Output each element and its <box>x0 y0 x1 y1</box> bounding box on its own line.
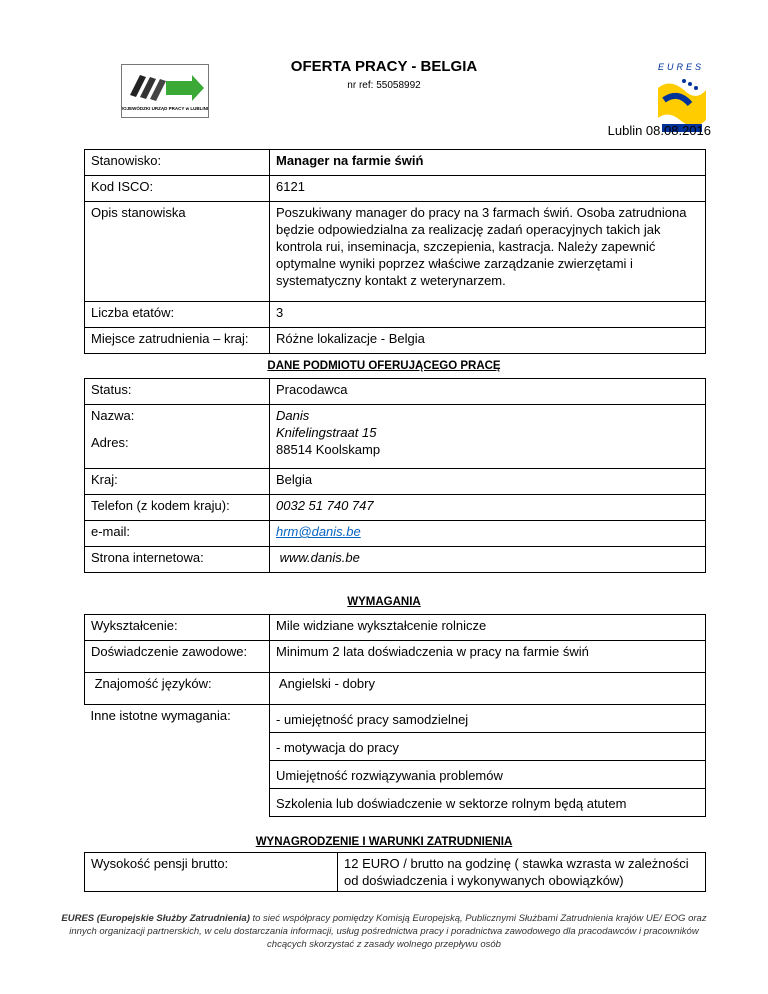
positions-count-value: 3 <box>270 302 706 328</box>
requirements-table <box>84 614 706 817</box>
table-row <box>85 615 706 641</box>
row-label: Status: <box>85 379 270 405</box>
row-label: Kraj: <box>85 469 270 495</box>
other-requirements-cell <box>270 705 706 817</box>
table-row <box>85 328 706 354</box>
address-label: Adres: <box>91 435 129 450</box>
table-row <box>85 495 706 521</box>
experience-value: Minimum 2 lata doświadczenia w pracy na farmie świń <box>270 641 706 673</box>
requirement-item: - motywacja do pracy <box>270 733 705 761</box>
name-label: Nazwa: <box>91 408 135 423</box>
table-row <box>85 641 706 673</box>
row-label: Kod ISCO: <box>85 176 270 202</box>
location-value: Różne lokalizacje - Belgia <box>270 328 706 354</box>
position-table <box>84 149 706 354</box>
row-label: Miejsce zatrudnienia – kraj: <box>85 328 270 354</box>
svg-text:EURES: EURES <box>657 62 705 72</box>
requirement-item: - umiejętność pracy samodzielnej <box>270 705 705 733</box>
row-label: Telefon (z kodem kraju): <box>85 495 270 521</box>
document-date: Lublin 08.08.2016 <box>607 123 711 138</box>
page-title: OFERTA PRACY - BELGIA <box>290 58 478 75</box>
requirement-item: Umiejętność rozwiązywania problemów <box>270 761 705 789</box>
row-label: Liczba etatów: <box>85 302 270 328</box>
isco-value: 6121 <box>270 176 706 202</box>
row-label: Stanowisko: <box>85 150 270 176</box>
address-line-1: Knifelingstraat 15 <box>276 425 377 440</box>
table-row <box>85 673 706 705</box>
eures-footer <box>60 912 708 951</box>
country-value: Belgia <box>270 469 706 495</box>
salary-table <box>84 852 706 892</box>
address-line-2: 88514 Koolskamp <box>276 442 381 457</box>
salary-heading: WYNAGRODZENIE I WARUNKI ZATRUDNIENIA <box>255 836 513 848</box>
employer-table <box>84 378 706 573</box>
requirement-item: Szkolenia lub doświadczenie w sektorze rolnym będą atutem <box>276 796 627 811</box>
row-label: Doświadczenie zawodowe: <box>85 641 270 673</box>
job-title-value: Manager na farmie świń <box>270 150 706 176</box>
status-value: Pracodawca <box>270 379 706 405</box>
footer-bold: EURES (Europejskie Służby Zatrudnienia) <box>61 913 250 924</box>
email-link[interactable]: hrm@danis.be <box>276 524 361 539</box>
table-row <box>85 202 706 302</box>
table-row <box>85 150 706 176</box>
row-label <box>85 405 270 469</box>
reference-number: nr ref: 55058992 <box>347 80 421 91</box>
svg-text:WOJEWÓDZKI URZĄD PRACY w LUBLI: WOJEWÓDZKI URZĄD PRACY w LUBLINIE <box>122 106 208 111</box>
row-label: Znajomość języków: <box>85 673 270 705</box>
languages-value: Angielski - dobry <box>270 673 706 705</box>
education-value: Mile widziane wykształcenie rolnicze <box>270 615 706 641</box>
employer-heading: DANE PODMIOTU OFERUJĄCEGO PRACĘ <box>267 360 501 372</box>
company-name: Danis <box>276 408 310 423</box>
table-row <box>85 547 706 573</box>
footer-text: to sieć współpracy pomiędzy Komisją Europejską, Publicznymi Służbami Zatrudnienia krajów UE/ EOG oraz innych organizacji partnerskich, w celu dostarczania informacji, usług pośrednictwa pracy i poradnictwa zawodowego dla pracodawców i pracowników chcących skorzystać z zasady wolnego przepływu osób <box>69 913 707 950</box>
row-label: e-mail: <box>85 521 270 547</box>
row-label: Opis stanowiska <box>85 202 270 302</box>
row-label: Wykształcenie: <box>85 615 270 641</box>
requirements-heading: WYMAGANIA <box>347 596 421 608</box>
table-row <box>85 176 706 202</box>
table-row <box>85 379 706 405</box>
name-address-cell <box>270 405 706 469</box>
website-value[interactable]: www.danis.be <box>270 547 706 573</box>
row-label: Inne istotne wymagania: <box>85 705 270 817</box>
row-label: Strona internetowa: <box>85 547 270 573</box>
salary-value: 12 EURO / brutto na godzinę ( stawka wzrasta w zależności od doświadczenia i wykonywanych obowiązków) <box>338 853 706 892</box>
table-row <box>85 302 706 328</box>
table-row <box>85 705 706 817</box>
table-row <box>85 521 706 547</box>
table-row <box>85 469 706 495</box>
table-row <box>85 405 706 469</box>
row-label: Wysokość pensji brutto: <box>85 853 338 892</box>
table-row <box>85 853 706 892</box>
phone-value: 0032 51 740 747 <box>270 495 706 521</box>
description-value: Poszukiwany manager do pracy na 3 farmach świń. Osoba zatrudniona będzie odpowiedzialna za realizację zadań operacyjnych takich jak kontrola rui, inseminacja, szczepienia, kastracja. Należy zapewnić optymalne wyniki poprzez właściwe zarządzanie zwierzętami i systematyczny kontakt z weterynarzem. <box>270 202 706 302</box>
